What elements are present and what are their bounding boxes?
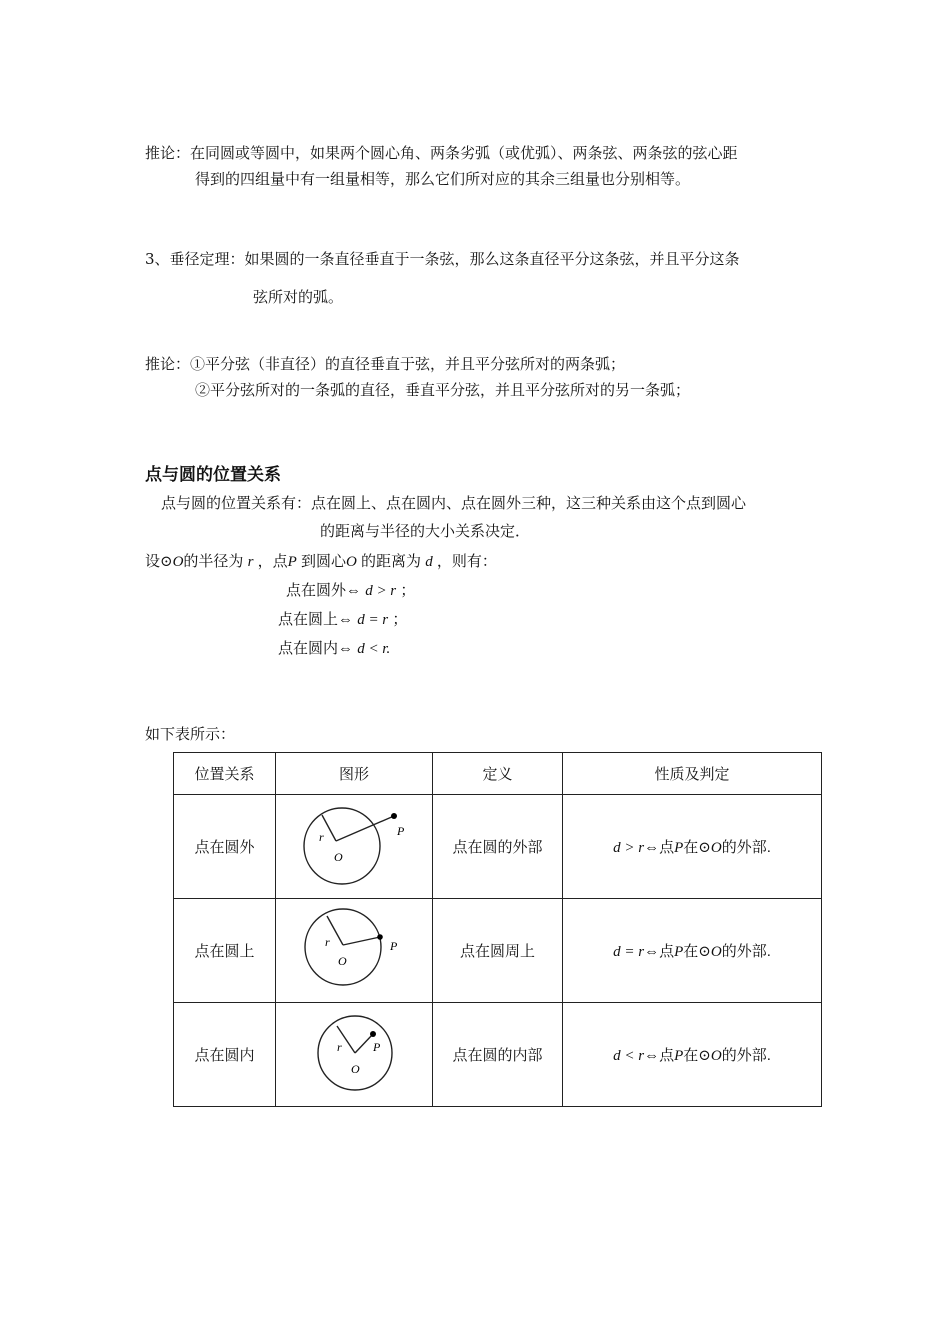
- label-r: r: [325, 935, 330, 949]
- figure-cell: [276, 1003, 433, 1107]
- property-expr: d > r: [613, 840, 645, 856]
- definition-cell: 点在圆的内部: [433, 1003, 563, 1107]
- rule-outside: [286, 581, 415, 601]
- relation-cell: 点在圆外: [174, 795, 276, 899]
- circle-symbol: ⊙O: [160, 554, 184, 570]
- setup-text: 的半径为: [183, 553, 244, 570]
- circle-symbol: ⊙O: [698, 840, 722, 856]
- setup-text: 设: [145, 553, 161, 570]
- distance-symbol: d: [425, 554, 433, 570]
- section-setup: [145, 552, 497, 572]
- distance-line: [355, 1034, 373, 1053]
- setup-text: 的距离为: [361, 553, 422, 570]
- setup-text: ，则有：: [436, 553, 497, 570]
- label-o: O: [334, 850, 343, 864]
- circle-symbol: ⊙O: [698, 1048, 722, 1064]
- label-p: P: [373, 1040, 381, 1054]
- rule-on: [278, 610, 407, 630]
- table-intro: 如下表所示：: [145, 726, 236, 743]
- iff-symbol: ⇔: [644, 1047, 660, 1064]
- iff-symbol: ⇔: [338, 640, 354, 657]
- property-text: 的外部.: [721, 839, 771, 856]
- property-text: 点: [659, 839, 675, 856]
- point-on-figure: [276, 899, 432, 998]
- property-cell: [563, 899, 822, 1003]
- point-p: [370, 1031, 376, 1037]
- corollary1-line1: 推论：在同圆或等圆中，如果两个圆心角、两条劣弧（或优弧）、两条弦、两条弦的弦心距: [145, 144, 738, 162]
- rule-expr: d = r: [357, 612, 389, 628]
- section-title: 点与圆的位置关系: [145, 465, 281, 484]
- label-r: r: [319, 830, 324, 844]
- section-intro-line2: 的距离与半径的大小关系决定．: [320, 523, 531, 540]
- property-text: 在: [683, 943, 699, 960]
- iff-symbol: ⇔: [644, 943, 660, 960]
- definition-cell: 点在圆的外部: [433, 795, 563, 899]
- rule-expr: d < r.: [357, 641, 391, 657]
- property-text: 的外部.: [721, 1047, 771, 1064]
- property-expr: d = r: [613, 944, 645, 960]
- relation-cell: 点在圆上: [174, 899, 276, 1003]
- label-r: r: [337, 1040, 342, 1054]
- circle-shape: [305, 909, 381, 985]
- relation-cell: 点在圆内: [174, 1003, 276, 1107]
- rule-end: ；: [400, 582, 416, 599]
- rule-text: 点在圆上: [278, 611, 339, 628]
- point-inside-figure: [276, 1003, 432, 1102]
- rule-text: 点在圆内: [278, 640, 339, 657]
- iff-symbol: ⇔: [644, 839, 660, 856]
- point-symbol: P: [287, 554, 297, 570]
- point-symbol: P: [674, 840, 684, 856]
- theorem3-line2: 弦所对的弧。: [253, 288, 344, 306]
- point-outside-figure: [276, 795, 432, 894]
- table-row: [174, 1003, 822, 1107]
- distance-line: [343, 937, 380, 945]
- property-cell: [563, 795, 822, 899]
- circle-shape: [304, 808, 380, 884]
- circle-symbol: ⊙O: [698, 944, 722, 960]
- position-table: [173, 752, 822, 1107]
- setup-text: 到圆心: [300, 553, 346, 570]
- rule-end: ；: [392, 611, 408, 628]
- property-text: 的外部.: [721, 943, 771, 960]
- label-o: O: [351, 1062, 360, 1076]
- header-property: 性质及判定: [563, 753, 822, 795]
- iff-symbol: ⇔: [338, 611, 354, 628]
- corollary2-line2: ②平分弦所对的一条弧的直径，垂直平分弦，并且平分弦所对的另一条弧；: [195, 381, 691, 399]
- rule-text: 点在圆外: [286, 582, 347, 599]
- rule-inside: [278, 639, 390, 659]
- point-symbol: P: [674, 944, 684, 960]
- setup-text: ，点: [257, 553, 288, 570]
- figure-cell: [276, 795, 433, 899]
- property-text: 点: [659, 1047, 675, 1064]
- rule-expr: d > r: [365, 583, 397, 599]
- property-text: 在: [683, 1047, 699, 1064]
- property-cell: [563, 1003, 822, 1107]
- theorem3-line1: 3、垂径定理：如果圆的一条直径垂直于一条弦，那么这条直径平分这条弦，并且平分这条: [145, 250, 740, 268]
- iff-symbol: ⇔: [346, 582, 362, 599]
- table-header-row: [174, 753, 822, 795]
- point-p: [391, 813, 397, 819]
- property-text: 在: [683, 839, 699, 856]
- section-intro-line1: 点与圆的位置关系有：点在圆上、点在圆内、点在圆外三种，这三种关系由这个点到圆心: [161, 495, 747, 512]
- point-symbol: P: [674, 1048, 684, 1064]
- header-definition: 定义: [433, 753, 563, 795]
- header-relation: 位置关系: [174, 753, 276, 795]
- label-p: P: [397, 824, 405, 838]
- radius-symbol: r: [247, 554, 254, 570]
- label-o: O: [338, 954, 347, 968]
- property-text: 点: [659, 943, 675, 960]
- definition-cell: 点在圆周上: [433, 899, 563, 1003]
- table-row: [174, 899, 822, 1003]
- center-symbol: O: [346, 554, 357, 570]
- header-figure: 图形: [276, 753, 433, 795]
- radius-line: [322, 815, 336, 841]
- table-row: [174, 795, 822, 899]
- corollary1-line2: 得到的四组量中有一组量相等，那么它们所对应的其余三组量也分别相等。: [195, 170, 691, 188]
- figure-cell: [276, 899, 433, 1003]
- label-p: P: [390, 939, 398, 953]
- corollary2-line1: 推论：①平分弦（非直径）的直径垂直于弦，并且平分弦所对的两条弧；: [145, 355, 626, 373]
- property-expr: d < r: [613, 1048, 645, 1064]
- distance-line: [336, 816, 394, 841]
- point-p: [377, 934, 383, 940]
